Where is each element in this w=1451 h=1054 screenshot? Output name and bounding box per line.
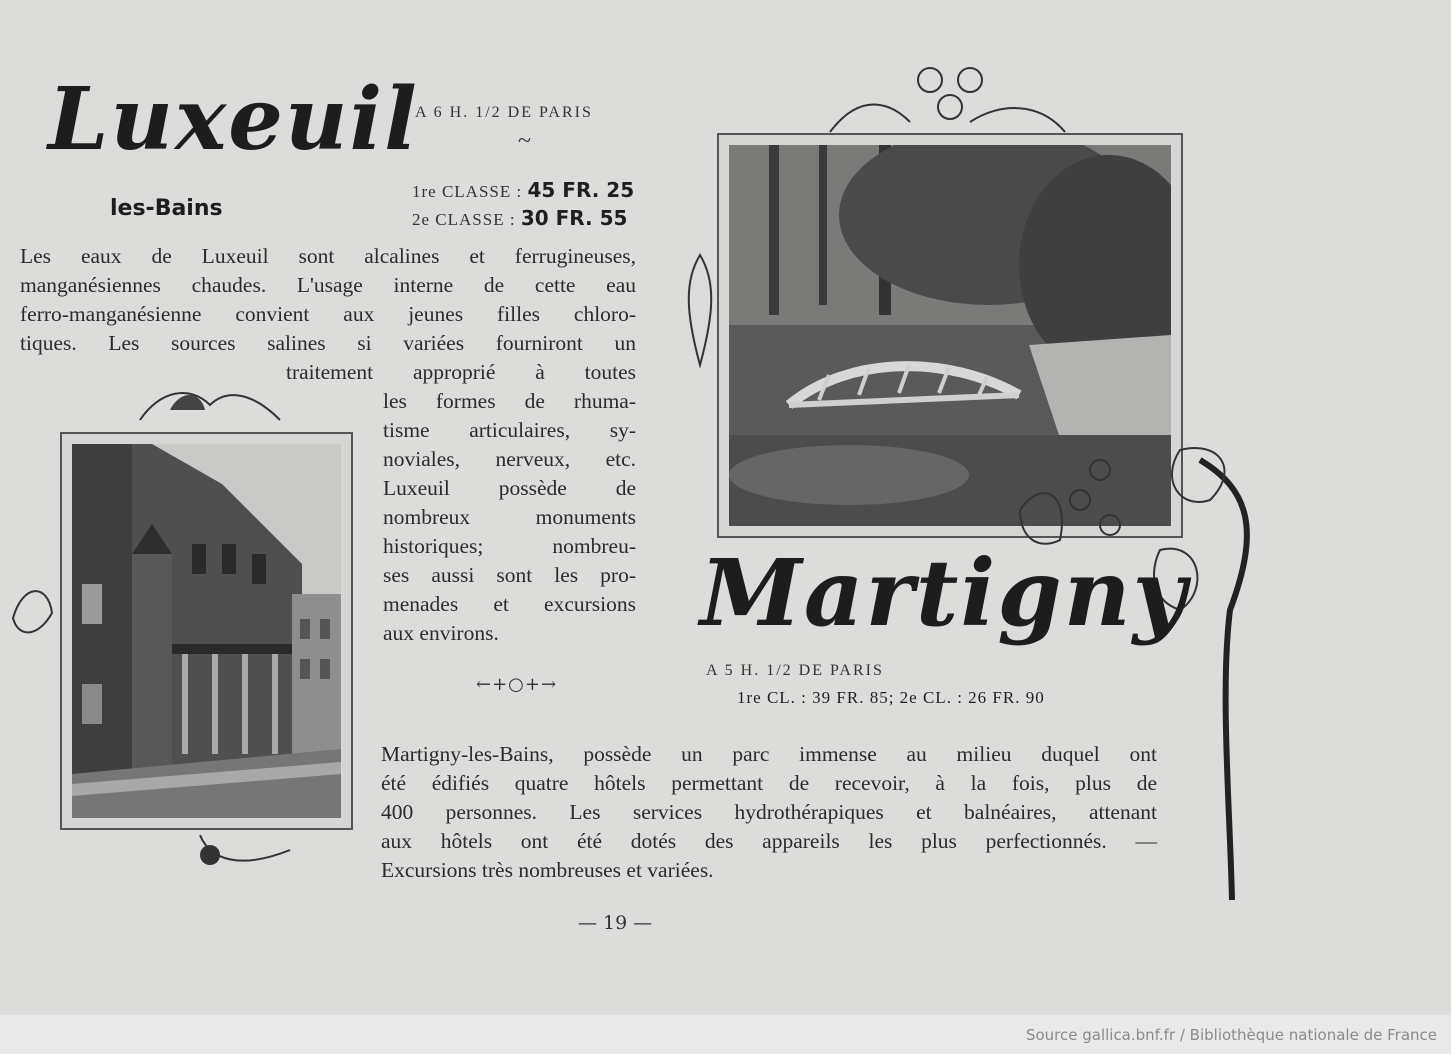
page-number: — 19 — (578, 912, 653, 934)
martigny-price-line: 1re CL. : 39 FR. 85; 2e CL. : 26 FR. 90 (737, 688, 1045, 707)
luxeuil-building-image (72, 444, 341, 818)
text-line: ferro-manganésienne convient aux jeunes filles chloro- (20, 302, 636, 326)
luxeuil-paragraph (20, 242, 636, 358)
text-line: été édifiés quatre hôtels permettant de recevoir, à la fois, plus de (381, 771, 1157, 795)
text-line: nombreux monuments (383, 505, 636, 529)
luxeuil-class2-label: 2e CLASSE : (412, 210, 516, 229)
text-line: menades et excursions (383, 592, 636, 616)
luxeuil-class2 (412, 206, 627, 230)
text-line: Luxeuil possède de (383, 476, 636, 500)
side-leaf-ornament-icon (680, 250, 720, 370)
text-line: aux environs. (383, 621, 499, 645)
luxeuil-paragraph-narrow (383, 387, 636, 648)
martigny-title: Martigny (700, 539, 1189, 647)
text-line: tisme articulaires, sy- (383, 418, 636, 442)
vine-ornament-icon (190, 830, 300, 875)
left-leaf-ornament-icon (8, 578, 56, 648)
luxeuil-distance: A 6 H. 1/2 DE PARIS (415, 104, 593, 121)
text-line: ses aussi sont les pro- (383, 563, 636, 587)
luxeuil-tilde: ~ (518, 128, 533, 154)
text-line: les formes de rhuma- (383, 389, 636, 413)
martigny-prices (737, 688, 1045, 708)
martigny-distance: A 5 H. 1/2 DE PARIS (706, 662, 884, 679)
text-line: manganésiennes chaudes. L'usage interne de cette eau (20, 273, 636, 297)
source-credit: Source gallica.bnf.fr / Bibliothèque nationale de France (1025, 1026, 1437, 1044)
section-separator: ←+○+→ (476, 674, 558, 695)
text-line: traitement approprié à toutes (286, 360, 636, 384)
source-footer (0, 1015, 1451, 1054)
luxeuil-class2-price: 30 FR. 55 (520, 206, 628, 230)
luxeuil-paragraph-mid (286, 358, 636, 387)
martigny-paragraph (381, 740, 1157, 885)
leaf-ornament-icon (130, 380, 290, 430)
text-line: Martigny-les-Bains, possède un parc immense au milieu duquel ont (381, 742, 1157, 766)
flower-ornament-icon (820, 62, 1070, 137)
text-line: 400 personnes. Les services hydrothérapiques et balnéaires, attenant (381, 800, 1157, 824)
luxeuil-class1-price: 45 FR. 25 (527, 178, 635, 202)
luxeuil-photo (60, 432, 353, 830)
text-line: aux hôtels ont été dotés des appareils les plus perfectionnés. — (381, 829, 1157, 853)
text-line: Excursions très nombreuses et variées. (381, 858, 714, 882)
text-line: noviales, nerveux, etc. (383, 447, 636, 471)
text-line: historiques; nombreu- (383, 534, 636, 558)
text-line: Les eaux de Luxeuil sont alcalines et ferrugineuses, (20, 244, 636, 268)
luxeuil-class1-label: 1re CLASSE : (412, 182, 523, 201)
luxeuil-class1 (412, 178, 634, 202)
luxeuil-title: Luxeuil (48, 69, 419, 170)
luxeuil-subtitle: les-Bains (110, 196, 223, 221)
text-line: tiques. Les sources salines si variées fourniront un (20, 331, 636, 355)
